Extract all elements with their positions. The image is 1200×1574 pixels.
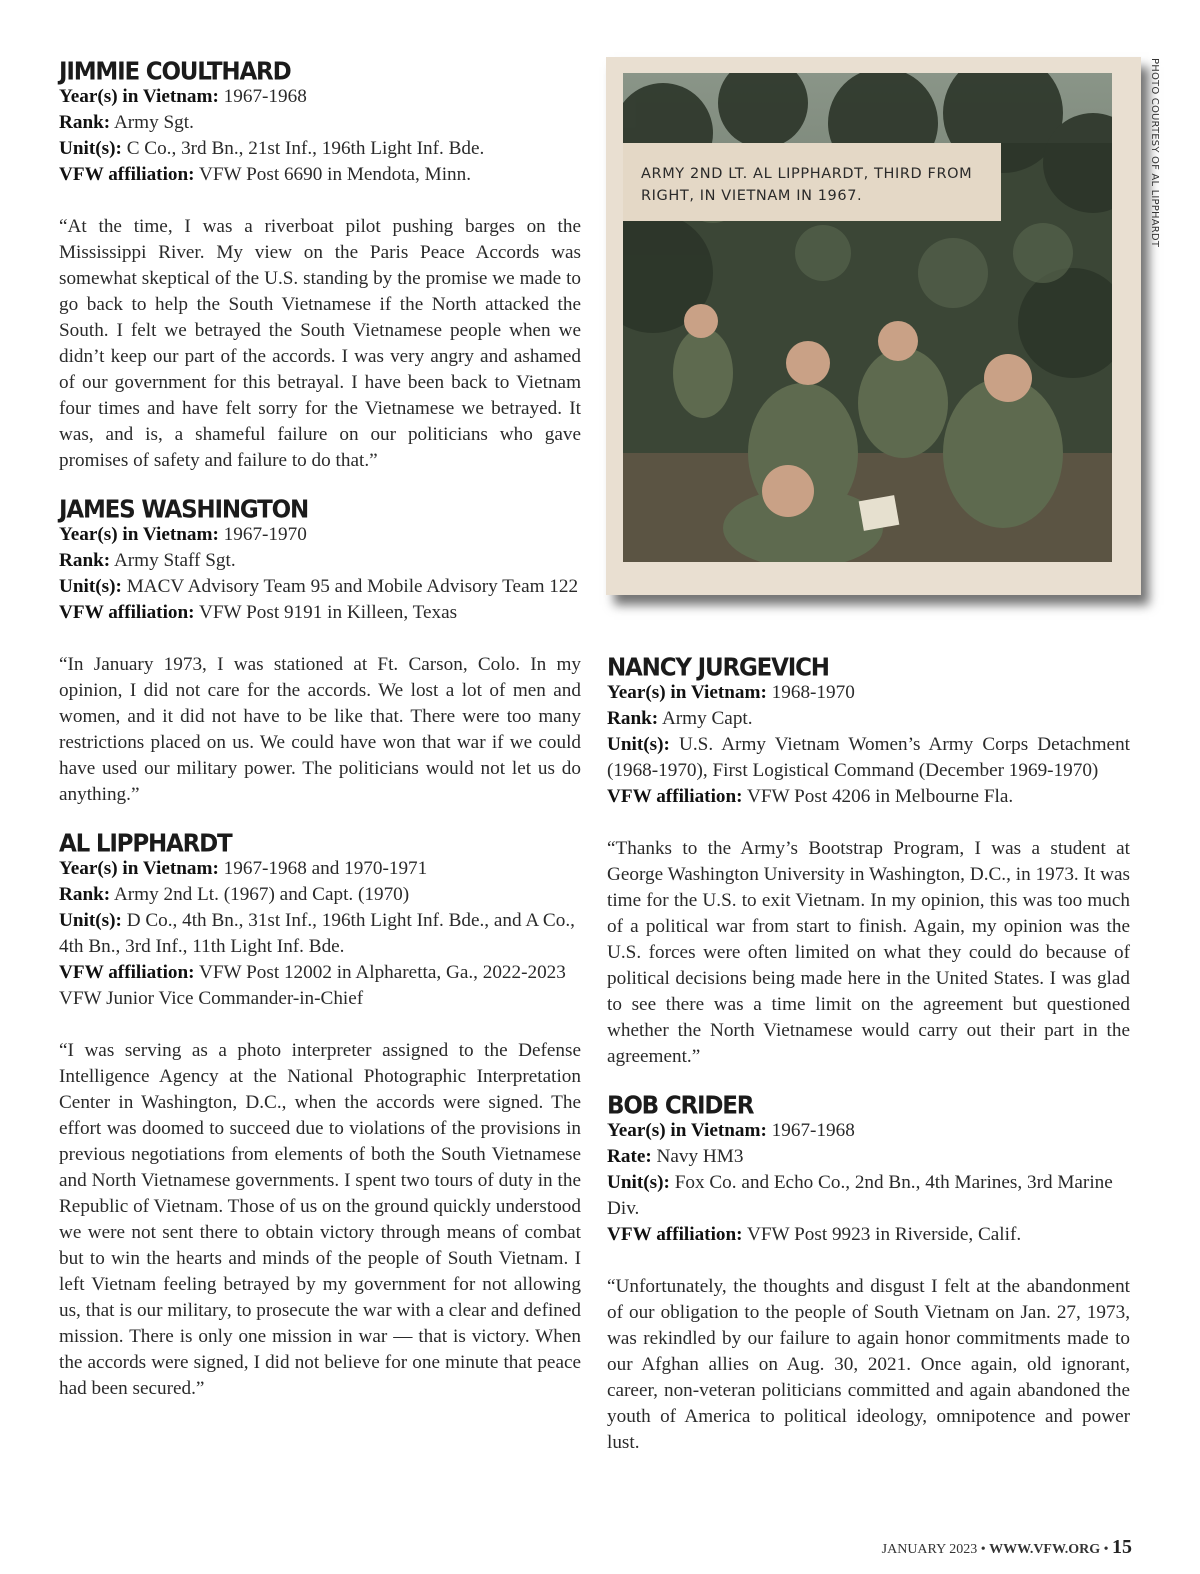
vfw-affiliation-field: VFW affiliation: VFW Post 9191 in Killeen, Texas [59,602,458,623]
profile-nancy-jurgevich [607,654,1130,1070]
years-field: Year(s) in Vietnam: 1967-1970 [59,524,307,545]
right-column [607,654,1130,1478]
quote: “Unfortunately, the thoughts and disgust I felt at the abandonment of our obligation to the people of South Vietnam on Jan. 27, 1973, was rekindled by our failure to again honor commitments made to our Afghan allies on Aug. 30, 2021. Once again, old ignorant, career, non-veteran politicians committed and again abandoned the youth of America to political ideology, omnipotence and power lust. [607,1276,1130,1453]
photo-credit: PHOTO COURTESY OF AL LIPPHARDT [1149,58,1160,248]
profile-james-washington [59,496,581,808]
years-field: Year(s) in Vietnam: 1967-1968 [59,86,307,107]
units-field: Unit(s): Fox Co. and Echo Co., 2nd Bn., 4th Marines, 3rd Marine Div. [607,1172,1113,1219]
photo-frame [606,57,1141,595]
footer-separator: • [980,1542,986,1557]
quote: “At the time, I was a riverboat pilot pushing barges on the Mississippi River. My view on the Paris Peace Accords was somewhat skeptical of the U.S. standing by the promise we made to go back to help the South Vietnamese if the North attacked the South. I felt we betrayed the South Vietnamese people when we didn’t keep our part of the accords. I was very angry and ashamed of our government for this betrayal. I have been back to Vietnam four times and have felt sorry for the Vietnamese we betrayed. It was, and is, a shameful failure on our politicians who gave promises of safety and failure to do that.” [59,216,581,471]
vfw-affiliation-field: VFW affiliation: VFW Post 4206 in Melbourne Fla. [607,786,1014,807]
units-field: Unit(s): D Co., 4th Bn., 31st Inf., 196th Light Inf. Bde., and A Co., 4th Bn., 3rd Inf., 11th Light Inf. Bde. [59,910,575,957]
rate-field: Rate: Navy HM3 [607,1146,744,1167]
website-link[interactable]: WWW.VFW.ORG [989,1542,1101,1557]
profile-name: JAMES WASHINGTON [59,496,309,525]
profile-jimmie-coulthard [59,58,581,474]
rank-field: Rank: Army Staff Sgt. [59,550,236,571]
profile-bob-crider [607,1092,1130,1456]
units-field: Unit(s): U.S. Army Vietnam Women’s Army Corps Detachment (1968-1970), First Logistical Command (December 1969-1970) [607,734,1131,781]
footer-separator: • [1103,1542,1109,1557]
photo-caption: ARMY 2ND LT. AL LIPPHARDT, THIRD FROM RIGHT, IN VIETNAM IN 1967. [623,143,1001,221]
years-field: Year(s) in Vietnam: 1968-1970 [607,682,855,703]
rank-field: Rank: Army 2nd Lt. (1967) and Capt. (1970) [59,884,410,905]
left-column [59,58,581,1424]
profile-name: AL LIPPHARDT [59,830,232,859]
page-footer [882,1536,1132,1559]
years-field: Year(s) in Vietnam: 1967-1968 [607,1120,855,1141]
years-field: Year(s) in Vietnam: 1967-1968 and 1970-1971 [59,858,428,879]
profile-name: NANCY JURGEVICH [607,654,829,683]
quote: “In January 1973, I was stationed at Ft. Carson, Colo. In my opinion, I did not care for the accords. We lost a lot of men and women, and it did not have to be like that. There were too many restrictions placed on us. We could have won that war if we could have used our military power. The politicians would not let us do anything.” [59,654,581,805]
profile-name: JIMMIE COULTHARD [59,58,291,87]
units-field: Unit(s): C Co., 3rd Bn., 21st Inf., 196th Light Inf. Bde. [59,138,485,159]
quote: “I was serving as a photo interpreter assigned to the Defense Intelligence Agency at the National Photographic Interpretation Center in Washington, D.C., when the accords were signed. The effort was doomed to succeed due to violations of the provisions in previous negotiations from elements of both the South Vietnamese and North Vietnamese governments. I spent two tours of duty in the Republic of Vietnam. Those of us on the ground quickly understood we were not sent there to obtain victory through means of combat but to win the hearts and minds of the people of South Vietnam. I left Vietnam feeling betrayed by my government for not allowing us, that is our military, to prosecute the war with a clear and defined mission. There is only one mission in war — that is victory. When the accords were signed, I did not believe for one minute that peace had been secured.” [59,1040,581,1399]
page-number: 15 [1112,1536,1132,1558]
profile-al-lipphardt [59,830,581,1402]
vfw-affiliation-field: VFW affiliation: VFW Post 6690 in Mendota, Minn. [59,164,472,185]
issue-date: JANUARY 2023 [881,1542,978,1557]
units-field: Unit(s): MACV Advisory Team 95 and Mobile Advisory Team 122 [59,576,579,597]
vfw-affiliation-field: VFW affiliation: VFW Post 12002 in Alpharetta, Ga., 2022-2023 VFW Junior Vice Commander-in-Chief [59,962,566,1009]
rank-field: Rank: Army Capt. [607,708,753,729]
vfw-affiliation-field: VFW affiliation: VFW Post 9923 in Riverside, Calif. [607,1224,1022,1245]
rank-field: Rank: Army Sgt. [59,112,194,133]
profile-name: BOB CRIDER [607,1092,754,1121]
quote: “Thanks to the Army’s Bootstrap Program, I was a student at George Washington University in Washington, D.C., in 1973. It was time for the U.S. to exit Vietnam. In my opinion, this was too much of a political war from start to finish. Again, my opinion was the U.S. forces were often limited on what they could do because of political decisions being made here in the United States. I was glad to see there was a time limit on the agreement but questioned whether the North Vietnamese would carry out their part in the agreement.” [607,838,1130,1067]
